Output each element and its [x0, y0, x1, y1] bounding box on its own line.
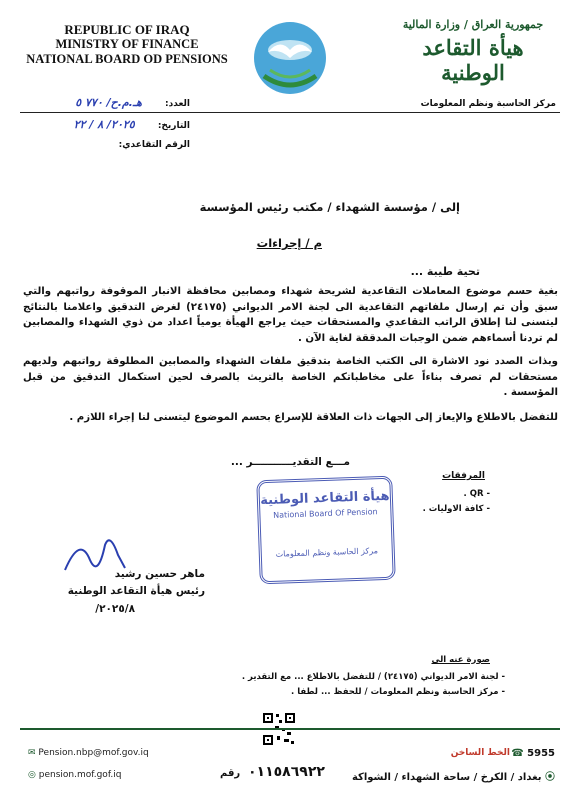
board-name: NATIONAL BOARD OD PENSIONS [26, 52, 228, 66]
number-row [75, 96, 190, 109]
hotline-label: الخط الساخن [450, 748, 510, 758]
body-paragraph: بغية حسم موضوع المعاملات التقاعدية لشريحة شهداء ومصابين محافظة الانبار الموقوفة رواتبهم والتي سبق وأن تم إرسال ملفاتهم التقاعدية الى لجنة الامر الديواني (٢٤١٧٥) لغرض التدقيق واعلامنا بالنتائج ليتسنى لنا إطلاق الراتب التقاعدي والمستحقات حيث يراجع الهيأة يومياً اعداد من ذوي الشهداء والمصابين لم تردنا أسماءهم ضمن الوجبات المدققة لغاية الآن . [23, 286, 559, 344]
globe-icon: ◎ [28, 770, 36, 780]
address-text: بغداد / الكرخ / ساحة الشهداء / الشواكة [351, 772, 542, 783]
date-value: ٢٠٢٥/ ٨ / ٢٢ [73, 118, 135, 131]
email-text: Pension.nbp@mof.gov.iq [38, 748, 149, 758]
body-paragraph: للتفضل بالاطلاع والإيعاز إلى الجهات ذات العلاقة للإسراع بحسم الموضوع ليتسنى لنا إجراء اللازم . [69, 412, 558, 423]
footer-rule [20, 728, 560, 730]
english-header [22, 22, 232, 67]
arabic-board-name: هيأة التقاعد الوطنية [422, 35, 524, 85]
cc-item: - لجنة الامر الديواني (٢٤١٧٥) / للتفضل بالاطلاع ... مع التقدير . [241, 672, 505, 682]
official-stamp [256, 476, 396, 585]
arabic-header [388, 18, 558, 85]
attachment-item: - كافة الاوليات . [422, 504, 490, 514]
ministry-name: MINISTRY OF FINANCE [55, 37, 199, 51]
phone-label: رقم [220, 768, 241, 779]
department-name: مركز الحاسبة ونظم المعلومات [420, 99, 556, 109]
pension-number-row [119, 140, 190, 150]
stamp-english-title: National Board Of Pension [273, 507, 378, 520]
body-paragraph: وبذات الصدد نود الاشارة الى الكتب الخاصة بتدقيق ملفات الشهداء والمصابين المطلوقة رواتبهم ولديهم مستحقات لم تصرف بناءاً على مخاطباتكم الخاصة بالتريث بالصرف لحين استكمال التدقيق من قبل المؤسسة . [23, 356, 558, 398]
cc-item: - مركز الحاسبة ونظم المعلومات / للحفظ ... لطفا . [291, 687, 505, 697]
hotline-number [511, 748, 555, 759]
footer-website [28, 770, 121, 780]
phone-icon: ☎ [511, 748, 524, 759]
date-label: التاريخ: [157, 121, 190, 131]
signatory-name: ماهر حسين رشيد [114, 568, 205, 580]
number-value: هـ.م.ح/ ٧٧٠ ٥ [75, 96, 142, 109]
signatory-title: رئيس هيأة التقاعد الوطنية [67, 585, 205, 597]
address [352, 768, 555, 783]
country-name: REPUBLIC OF IRAQ [64, 22, 190, 37]
regards: مـــع التقديـــــــــــر ... [230, 456, 350, 468]
footer-email [28, 748, 149, 758]
phone-number: ٠١١٥٨٦٩٢٢ [248, 764, 325, 780]
number-label: العدد: [165, 99, 190, 109]
stamp-arabic-title: هيأة التقاعد الوطنية [259, 488, 390, 509]
email-icon: ✉ [28, 748, 36, 758]
website-text: pension.mof.gof.iq [38, 770, 122, 780]
date-row [74, 118, 190, 131]
pension-board-logo-icon [250, 18, 330, 98]
recipient-line: إلى / مؤسسة الشهداء / مكتب رئيس المؤسسة [199, 200, 460, 214]
location-pin-icon: ⦿ [545, 772, 555, 783]
greeting: تحية طيبة ... [410, 265, 480, 278]
attachments-title: المرفقات [442, 471, 485, 481]
arabic-ministry: جمهورية العراق / وزارة المالية [402, 18, 544, 31]
hotline-number-text: 5955 [527, 748, 555, 759]
cc-title: صورة عنه الى [431, 655, 490, 665]
header-rule [20, 112, 560, 113]
attachment-item: - QR . [463, 489, 490, 499]
pension-number-label: الرقم التقاعدي: [118, 140, 190, 150]
signature-date: ٢٠٢٥/٨/ [95, 603, 135, 615]
subject-line: م / إجراءات [256, 236, 322, 250]
stamp-department: مركز الحاسبة ونظم المعلومات [275, 546, 379, 559]
